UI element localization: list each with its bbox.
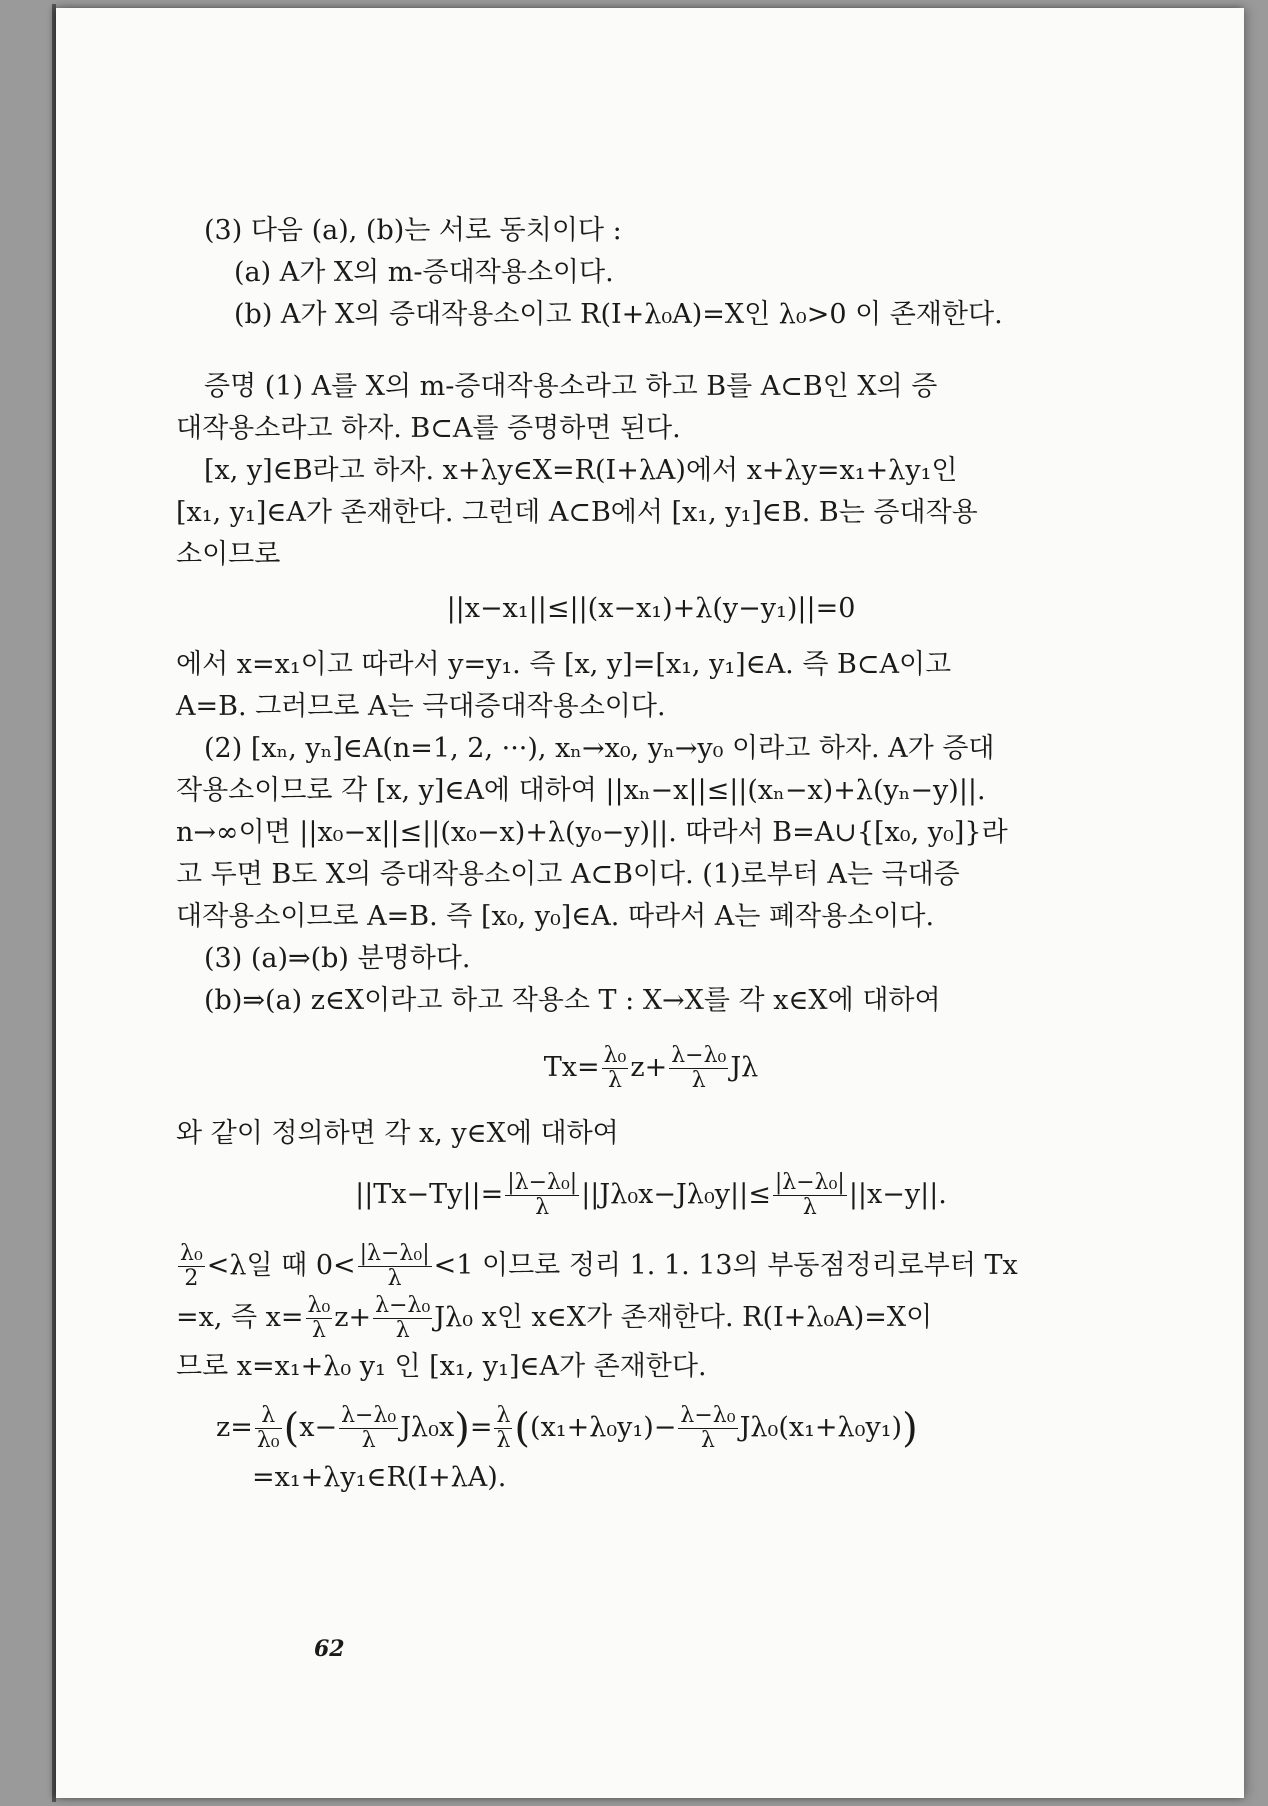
l9-fraction-2: $\frac{\text{|λ−λ₀|}}{\lambda}$	[359, 1241, 430, 1291]
l10-fraction-2: $\frac{\text{λ−λ₀}}{\lambda}$	[375, 1293, 431, 1343]
l10-fraction-1: $\frac{\text{λ₀}}{\lambda}$	[307, 1293, 331, 1343]
proof-line-7: A=B. 그러므로 A는 극대증대작용소이다.	[176, 691, 666, 722]
proof-line-11: 므로 x=x₁+λ₀ y₁ 인 [x₁, y₁]∈A가 존재한다.	[176, 1351, 707, 1382]
eq2-fraction-1: $\frac{\text{λ₀}}{\lambda}$	[603, 1043, 627, 1093]
equation-4: z= $\frac{\lambda}{\text{λ₀}}$ (x− $\frac{\text{λ−λ₀}}{\lambda}$ Jλ₀x)= $\frac{\lambda}{\lambda}$ ((x₁+λ₀y₁)− $\frac{\text{λ−λ₀}}{\lambda}$ Jλ₀(x₁+λ₀y₁))	[216, 1403, 918, 1453]
proof-line-1: 증명 (1) A를 X의 m-증대작용소라고 하고 B를 A⊂B인 X의 증	[204, 371, 938, 402]
proof-line-4: [x₁, y₁]∈A가 존재한다. 그런데 A⊂B에서 [x₁, y₁]∈B. B는 증대작용	[176, 497, 978, 528]
proof-line-10: =x, 즉 x= $\frac{\text{λ₀}}{\lambda}$ z+ $\frac{\text{λ−λ₀}}{\lambda}$ Jλ₀ x인 x∈X가 존재한다. R(I+λ₀A)=X이	[176, 1293, 933, 1343]
proof-line-6: 에서 x=x₁이고 따라서 y=y₁. 즉 [x, y]=[x₁, y₁]∈A. 즉 B⊂A이고	[176, 649, 952, 680]
proof-line-5: 소이므로	[176, 539, 281, 570]
eq3-fraction-1: $\frac{\text{|λ−λ₀|}}{\lambda}$	[507, 1170, 578, 1220]
proof-line-2: 대작용소라고 하자. B⊂A를 증명하면 된다.	[176, 413, 681, 444]
equation-2: Tx= $\frac{\text{λ₀}}{\lambda}$ z+ $\frac{\text{λ−λ₀}}{\lambda}$ Jλ	[543, 1043, 759, 1093]
l9-fraction-1: $\frac{\text{λ₀}}{2}$	[180, 1241, 203, 1291]
proof-line-9: $\frac{\text{λ₀}}{2}$ <λ일 때 0< $\frac{\text{|λ−λ₀|}}{\lambda}$ <1 이므로 정리 1. 1. 13의 부동점정리로부터 Tx	[180, 1241, 1018, 1291]
eq2-fraction-2: $\frac{\text{λ−λ₀}}{\lambda}$	[671, 1043, 727, 1093]
eq4-fraction-3: $\frac{\lambda}{\lambda}$	[496, 1403, 511, 1453]
proof-line-3: [x, y]∈B라고 하자. x+λy∈X=R(I+λA)에서 x+λy=x₁+λy₁인	[204, 455, 958, 486]
eq3-fraction-2: $\frac{\text{|λ−λ₀|}}{\lambda}$	[774, 1170, 845, 1220]
part3-line-2: (b)⇒(a) z∈X이라고 하고 작용소 T : X→X를 각 x∈X에 대하여	[204, 985, 941, 1016]
equation-3: ||Tx−Ty||= $\frac{\text{|λ−λ₀|}}{\lambda}$ ||Jλ₀x−Jλ₀y||≤ $\frac{\text{|λ−λ₀|}}{\lambda}$ ||x−y||.	[355, 1170, 947, 1220]
page-content	[176, 210, 1126, 1499]
proof-line-8: 와 같이 정의하면 각 x, y∈X에 대하여	[176, 1118, 619, 1149]
equation-1: ||x−x₁||≤||(x−x₁)+λ(y−y₁)||=0	[446, 593, 856, 624]
page-number: 62	[314, 1636, 345, 1662]
part3-line-1: (3) (a)⇒(b) 분명하다.	[204, 943, 471, 974]
part2-line-5: 대작용소이므로 A=B. 즉 [x₀, y₀]∈A. 따라서 A는 폐작용소이다.	[176, 901, 935, 932]
part2-line-2: 작용소이므로 각 [x, y]∈A에 대하여 ||xₙ−x||≤||(xₙ−x)+λ(yₙ−y)||.	[176, 775, 986, 806]
eq4-fraction-4: $\frac{\text{λ−λ₀}}{\lambda}$	[680, 1403, 736, 1453]
part2-line-1: (2) [xₙ, yₙ]∈A(n=1, 2, ···), xₙ→x₀, yₙ→y₀ 이라고 하자. A가 증대	[204, 733, 995, 764]
eq4-fraction-2: $\frac{\text{λ−λ₀}}{\lambda}$	[341, 1403, 397, 1453]
eq4-fraction-1: $\frac{\lambda}{\text{λ₀}}$	[256, 1403, 280, 1453]
eq2-lhs: Tx=	[543, 1052, 600, 1083]
item3-a: (a) A가 X의 m-증대작용소이다.	[234, 257, 614, 288]
item3-b: (b) A가 X의 증대작용소이고 R(I+λ₀A)=X인 λ₀>0 이 존재한다.	[234, 299, 1003, 330]
item3-head: (3) 다음 (a), (b)는 서로 동치이다 :	[204, 215, 622, 246]
part2-line-4: 고 두면 B도 X의 증대작용소이고 A⊂B이다. (1)로부터 A는 극대증	[176, 859, 960, 890]
equation-5: =x₁+λy₁∈R(I+λA).	[252, 1462, 507, 1493]
part2-line-3: n→∞이면 ||x₀−x||≤||(x₀−x)+λ(y₀−y)||. 따라서 B=A∪{[x₀, y₀]}라	[176, 817, 1008, 848]
